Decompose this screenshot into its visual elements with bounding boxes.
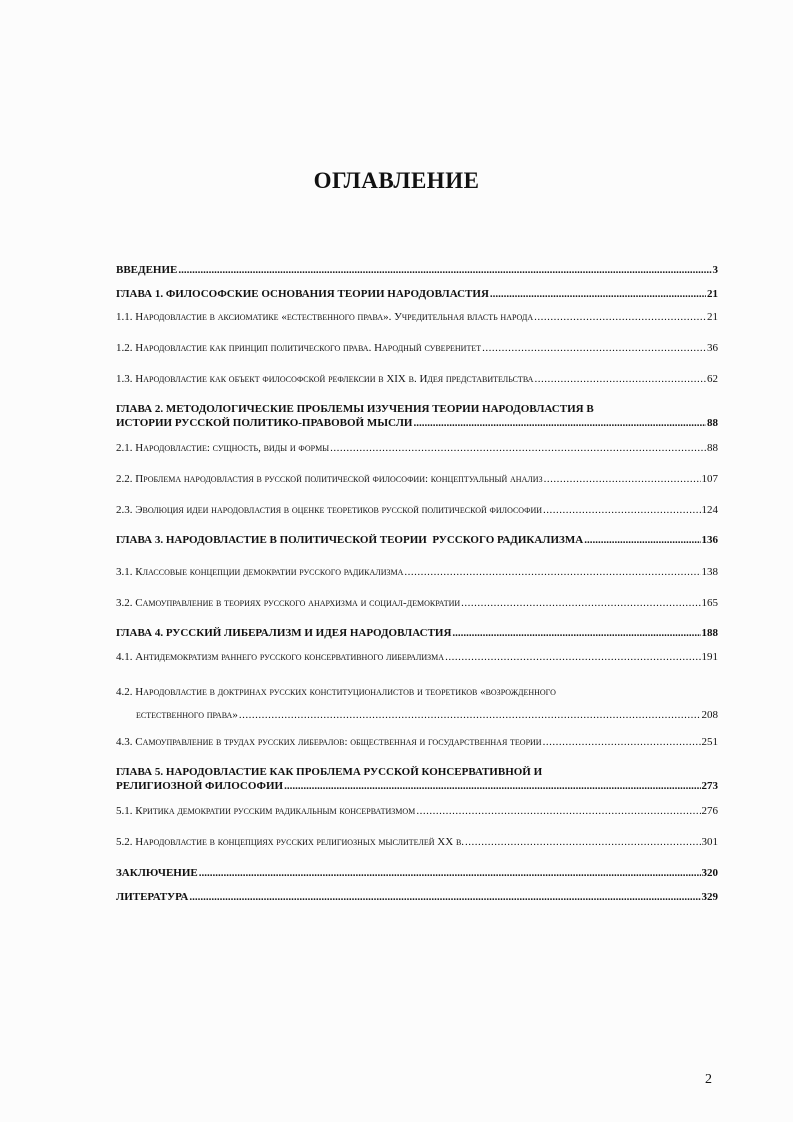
toc-entry-title: ВВЕДЕНИЕ: [116, 264, 178, 276]
toc-entry-title: 3.2. Самоуправление в теориях русского анархизма и социал-демократии: [116, 597, 461, 609]
toc-entry-title: 1.1. Народовластие в аксиоматике «естественного права». Учредительная власть народа: [116, 311, 534, 323]
toc-entry-title-line1: ГЛАВА 5. НАРОДОВЛАСТИЕ КАК ПРОБЛЕМА РУССКОЙ КОНСЕРВАТИВНОЙ И: [116, 766, 543, 778]
toc-entry-chapter-3[interactable]: [116, 533, 718, 547]
toc-entry-title: 2.2. Проблема народовластия в русской политической философии: концептуальный анализ: [116, 473, 543, 485]
leader-dots: [482, 341, 706, 355]
toc-entry-title: 5.1. Критика демократии русским радикальным консерватизмом: [116, 805, 416, 817]
toc-page-number: 3: [712, 264, 718, 276]
toc-entry-chapter-2[interactable]: [116, 402, 718, 430]
leader-dots: [452, 626, 700, 640]
leader-dots: [465, 835, 700, 849]
toc-entry-title: 4.1. Антидемократизм раннего русского консервативного либерализма: [116, 651, 445, 663]
leader-dots: [544, 472, 701, 486]
toc-page-number: 88: [707, 442, 718, 454]
leader-dots: [534, 310, 706, 324]
toc-page-number: 273: [701, 780, 718, 792]
toc-entry-title: 1.3. Народовластие как объект философской рефлексии в XIX в. Идея представительства: [116, 373, 534, 385]
toc-page-number: 276: [701, 805, 718, 817]
toc-page-number: 136: [701, 534, 718, 546]
toc-entry-section-1-1[interactable]: [116, 310, 718, 324]
toc-entry-section-2-2[interactable]: [116, 472, 718, 486]
toc-page-number: 301: [701, 836, 718, 848]
toc-entry-section-4-3[interactable]: [116, 735, 718, 749]
toc-entry-bibliography[interactable]: [116, 890, 718, 904]
toc-page-number: 21: [707, 311, 718, 323]
toc-entry-title: 2.3. Эволюция идеи народовластия в оценке теоретиков русской политической философии: [116, 504, 543, 516]
leader-dots: [199, 866, 701, 880]
toc-entry-section-3-1[interactable]: [116, 565, 718, 579]
leader-dots: [284, 779, 700, 793]
toc-entry-section-1-3[interactable]: [116, 372, 718, 386]
toc-entry-title: РЕЛИГИОЗНОЙ ФИЛОСОФИИ: [116, 780, 284, 792]
toc-entry-title: ГЛАВА 4. РУССКИЙ ЛИБЕРАЛИЗМ И ИДЕЯ НАРОДОВЛАСТИЯ: [116, 627, 452, 639]
toc-page-number: 88: [707, 417, 718, 429]
toc-entry-title: ГЛАВА 1. ФИЛОСОФСКИЕ ОСНОВАНИЯ ТЕОРИИ НАРОДОВЛАСТИЯ: [116, 288, 489, 300]
toc-entry-title: 3.1. Классовые концепции демократии русского радикализма: [116, 566, 404, 578]
toc-page-number: 165: [701, 597, 718, 609]
toc-entry-title: 2.1. Народовластие: сущность, виды и формы: [116, 442, 330, 454]
leader-dots: [445, 650, 700, 664]
leader-dots: [543, 503, 700, 517]
toc-entry-section-5-2[interactable]: [116, 835, 718, 849]
toc-entry-title: 4.3. Самоуправление в трудах русских либералов: общественная и государственная теории: [116, 736, 542, 748]
toc-entry-title-line1: 4.2. Народовластие в доктринах русских конституционалистов и теоретиков «возрожденного: [116, 686, 556, 698]
leader-dots: [534, 372, 706, 386]
toc-page-number: 36: [707, 342, 718, 354]
toc-page-number: 124: [701, 504, 718, 516]
leader-dots: [584, 533, 700, 547]
toc-page-number: 251: [701, 736, 718, 748]
toc-entry-section-2-3[interactable]: [116, 503, 718, 517]
toc-entry-section-4-2[interactable]: [116, 681, 718, 727]
toc-entry-chapter-5[interactable]: [116, 765, 718, 793]
toc-entry-introduction[interactable]: [116, 263, 718, 277]
toc-entry-title: ИСТОРИИ РУССКОЙ ПОЛИТИКО-ПРАВОВОЙ МЫСЛИ: [116, 417, 413, 429]
toc-page-number: 329: [701, 891, 718, 903]
toc-entry-title: ГЛАВА 3. НАРОДОВЛАСТИЕ В ПОЛИТИЧЕСКОЙ ТЕОРИИ РУССКОГО РАДИКАЛИЗМА: [116, 534, 584, 546]
toc-page-number: 320: [701, 867, 718, 879]
toc-entry-title: ЛИТЕРАТУРА: [116, 891, 189, 903]
leader-dots: [543, 735, 701, 749]
leader-dots: [490, 287, 706, 301]
leader-dots: [189, 890, 700, 904]
leader-dots: [330, 441, 706, 455]
toc-entry-section-3-2[interactable]: [116, 596, 718, 610]
leader-dots: [178, 263, 711, 277]
toc-page-number: 62: [707, 373, 718, 385]
toc-page-number: 21: [707, 288, 718, 300]
toc-entry-title: 1.2. Народовластие как принцип политического права. Народный суверенитет: [116, 342, 482, 354]
toc-entry-section-5-1[interactable]: [116, 804, 718, 818]
toc-entry-title: ЗАКЛЮЧЕНИЕ: [116, 867, 198, 879]
toc-entry-section-2-1[interactable]: [116, 441, 718, 455]
toc-entry-title: естественного права»: [136, 709, 238, 721]
toc-entry-section-1-2[interactable]: [116, 341, 718, 355]
toc-entry-conclusion[interactable]: [116, 866, 718, 880]
toc-entry-chapter-1[interactable]: [116, 287, 718, 301]
toc-page-number: 208: [701, 709, 718, 721]
leader-dots: [416, 804, 700, 818]
leader-dots: [461, 596, 700, 610]
toc-page-number: 191: [701, 651, 718, 663]
toc-entry-title-line1: ГЛАВА 2. МЕТОДОЛОГИЧЕСКИЕ ПРОБЛЕМЫ ИЗУЧЕНИЯ ТЕОРИИ НАРОДОВЛАСТИЯ В: [116, 403, 594, 415]
toc-entry-title: 5.2. Народовластие в концепциях русских религиозных мыслителей XX в.: [116, 836, 465, 848]
leader-dots: [239, 704, 701, 727]
toc-page-number: 188: [701, 627, 718, 639]
leader-dots: [404, 565, 700, 579]
toc-entry-chapter-4[interactable]: [116, 626, 718, 640]
page-title: ОГЛАВЛЕНИЕ: [313, 168, 480, 193]
leader-dots: [413, 416, 706, 430]
toc-page-number: 107: [701, 473, 718, 485]
toc-entry-section-4-1[interactable]: [116, 650, 718, 664]
page-number: 2: [705, 1072, 712, 1087]
toc-page-number: 138: [701, 566, 718, 578]
